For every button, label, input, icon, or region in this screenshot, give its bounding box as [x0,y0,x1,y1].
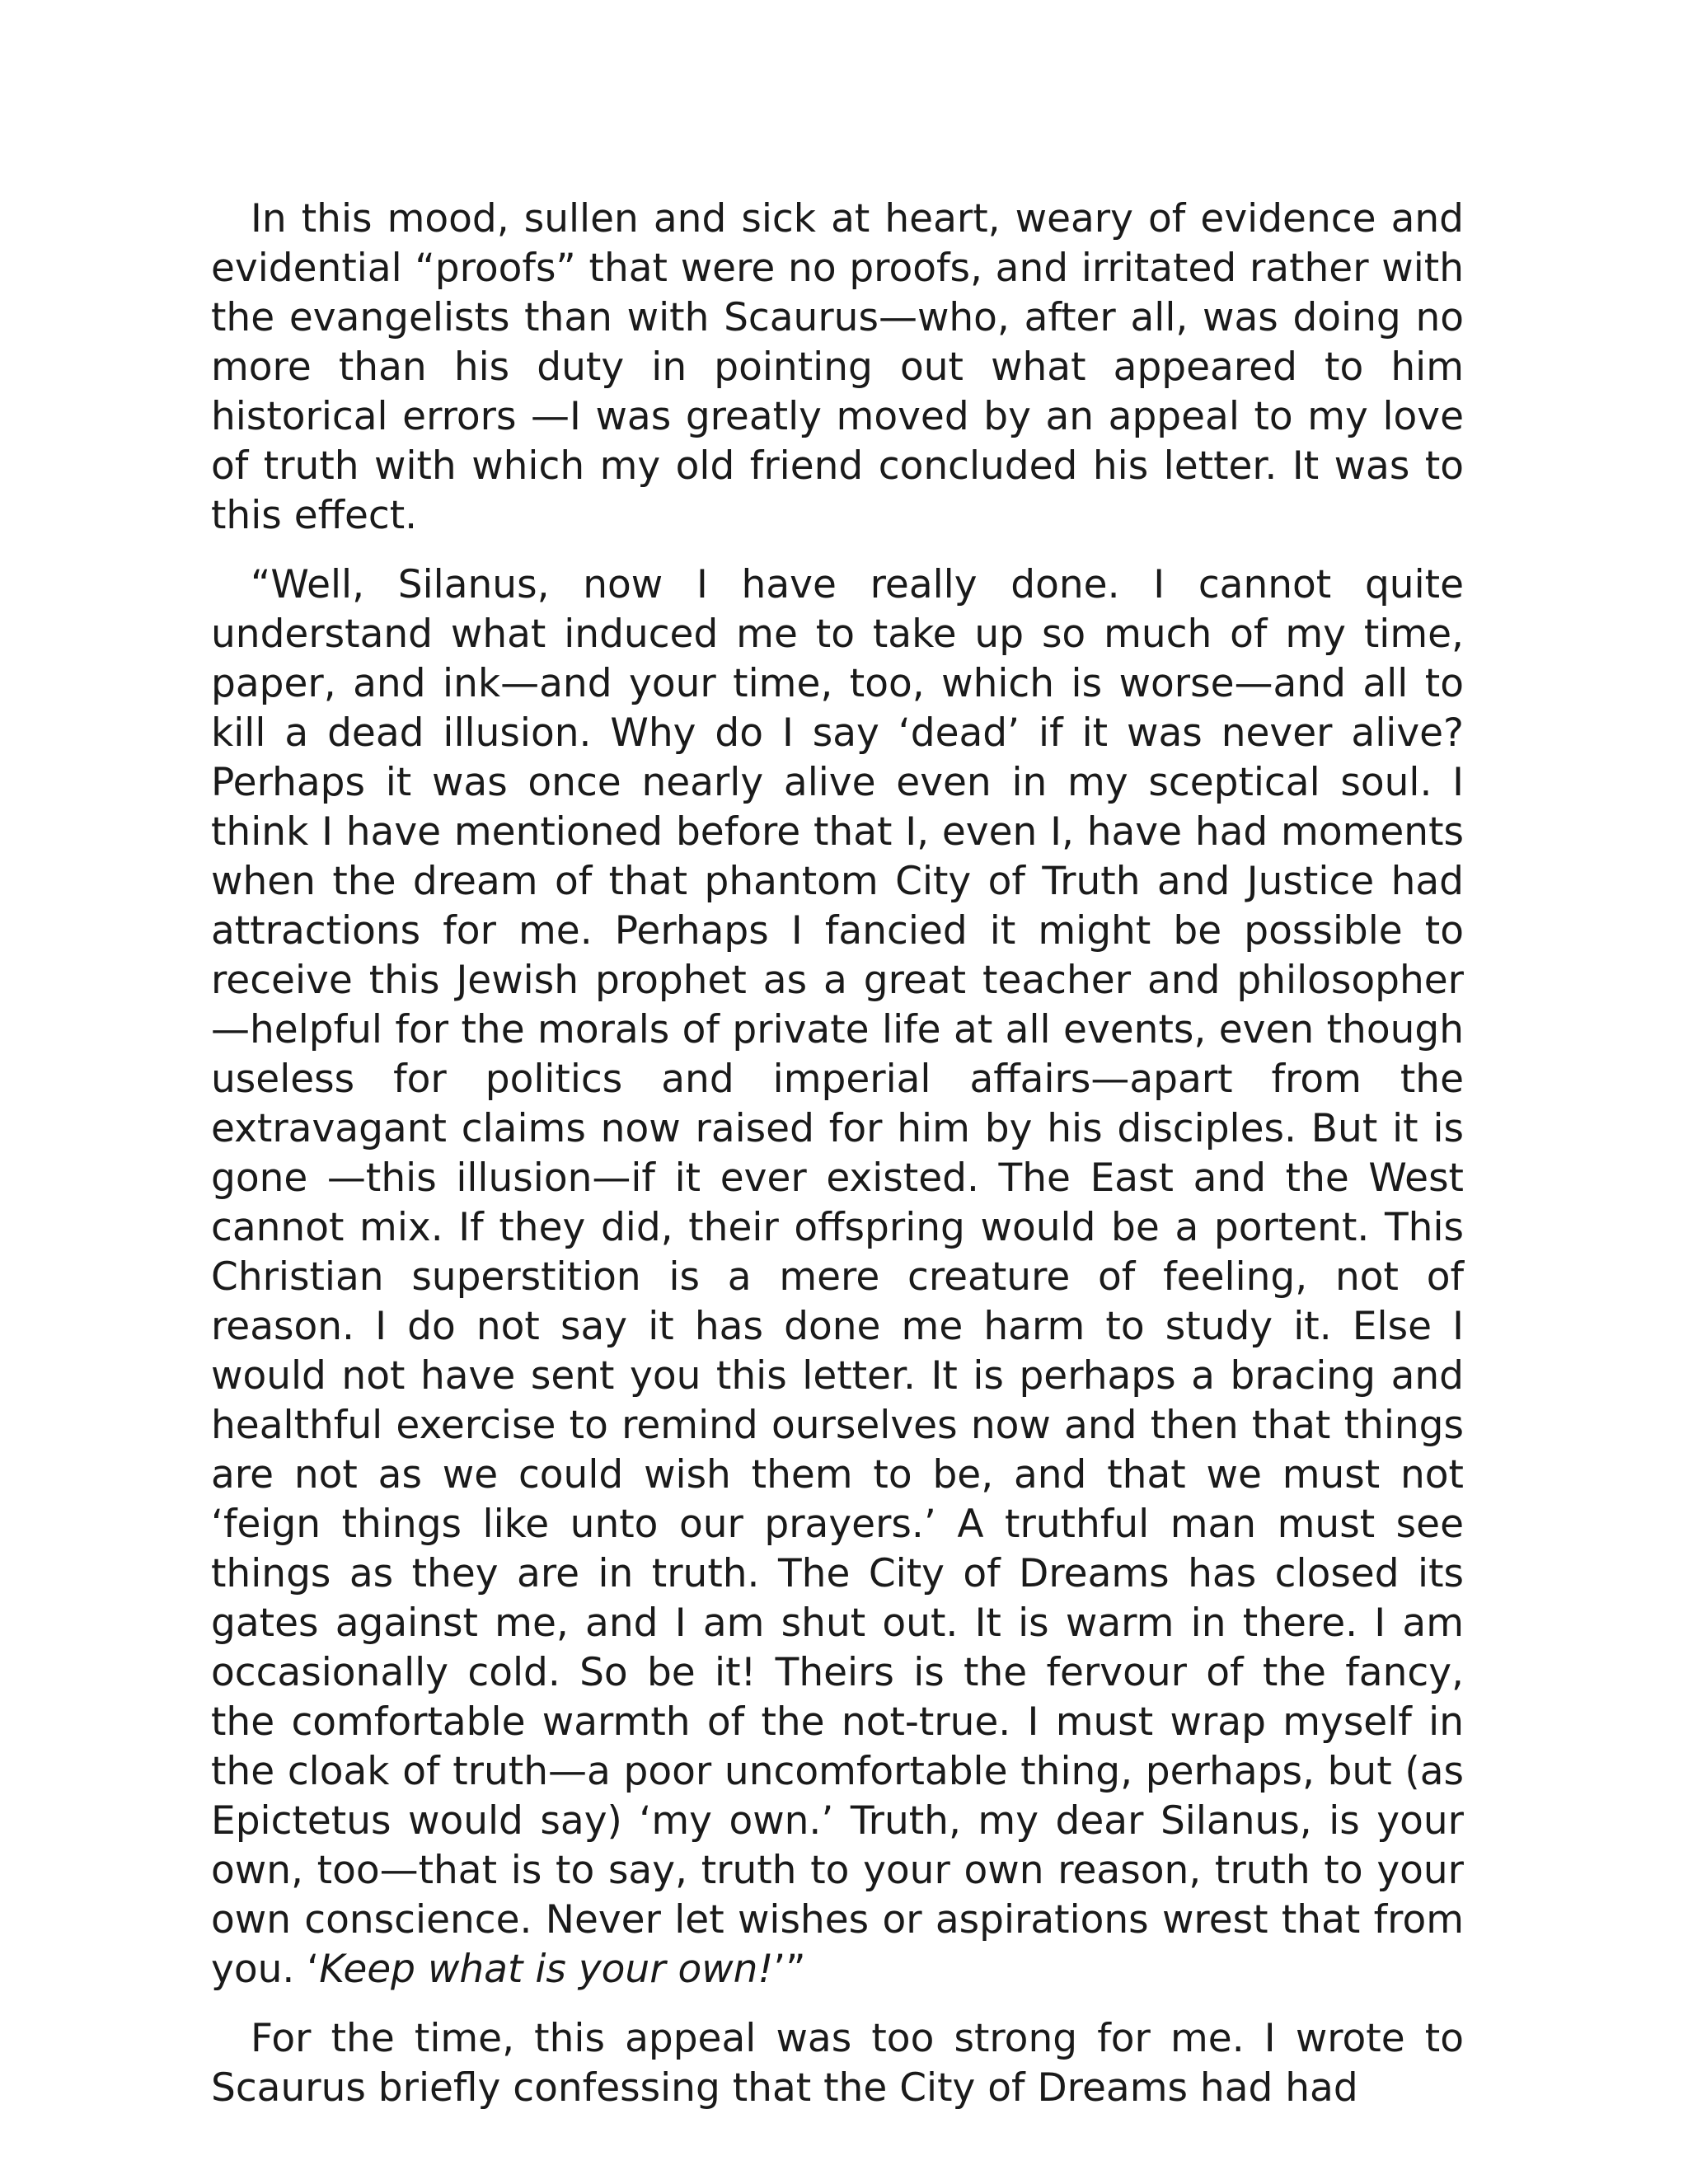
letter-quote-close: ’” [773,1947,806,1992]
document-page [211,194,1464,2133]
paragraph-1: In this mood, sullen and sick at heart, weary of evidence and evidential “proofs” that were no proofs, and irritated rather with the evangelists than with Scaurus—who, after all, was doing no more than his duty in pointing out what appeared to him historical errors —I was greatly moved by an appeal to my love of truth with which my old friend concluded his letter. It was to this effect. [211,196,1464,538]
paragraph-3: For the time, this appeal was too strong for me. I wrote to Scaurus briefly confessing that the City of Dreams had had [211,2016,1464,2111]
letter-italic-closing: Keep what is your own! [319,1947,774,1992]
paragraph-letter [211,560,1464,1994]
letter-body: “Well, Silanus, now I have really done. I cannot quite understand what induced me to take up so much of my time, paper, and ink—and your time, too, which is worse—and all to kill a dead illusion. Why do I say ‘dead’ if it was never alive? Perhaps it was once nearly alive even in my sceptical soul. I think I have mentioned before that I, even I, have had moments when the dream of that phantom City of Truth and Justice had attractions for me. Perhaps I fancied it might be possible to receive this Jewish prophet as a great teacher and philosopher—helpful for the morals of private life at all events, even though useless for politics and imperial affairs—apart from the extravagant claims now raised for him by his disciples. But it is gone —this illusion—if it ever existed. The East and the West cannot mix. If they did, their offspring would be a portent. This Christian superstition is a mere creature of feeling, not of reason. I do not say it has done me harm to study it. Else I would not have sent you this letter. It is perhaps a bracing and healthful exercise to remind ourselves now and then that things are not as we could wish them to be, and that we must not ‘feign things like unto our prayers.’ A truthful man must see things as they are in truth. The City of Dreams has closed its gates against me, and I am shut out. It is warm in there. I am occasionally cold. So be it! Theirs is the fervour of the fancy, the comfortable warmth of the not-true. I must wrap myself in the cloak of truth—a poor uncomfortable thing, perhaps, but (as Epictetus would say) ‘my own.’ Truth, my dear Silanus, is your own, too—that is to say, truth to your own reason, truth to your own conscience. Never let wishes or aspirations wrest that from you. [211,562,1464,1992]
letter-quote-open: ‘ [307,1947,320,1992]
